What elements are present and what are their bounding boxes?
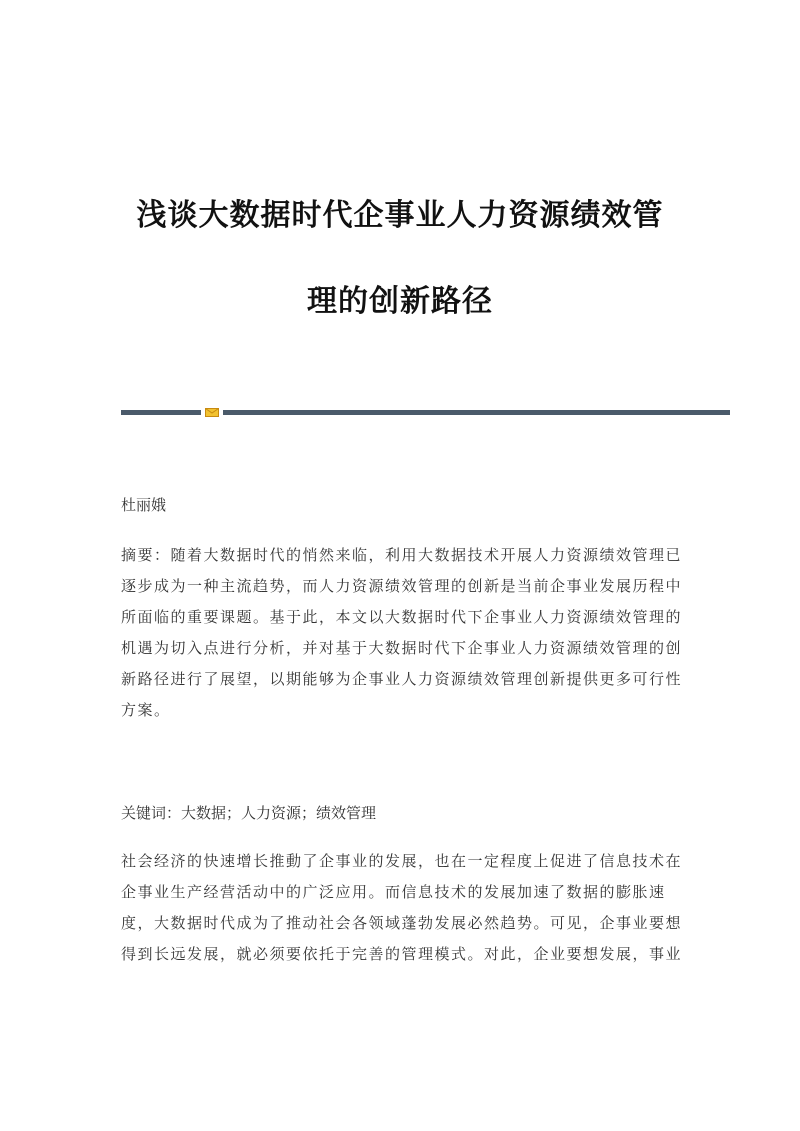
body-line: 企事业生产经营活动中的广泛应用。而信息技术的发展加速了数据的膨胀速 [121, 883, 666, 901]
abstract-line: 机遇为切入点进行分析，并对基于大数据时代下企事业人力资源绩效管理的创 [121, 639, 683, 657]
divider-bar-right [223, 410, 730, 415]
abstract-line: 新路径进行了展望，以期能够为企事业人力资源绩效管理创新提供更多可行性 [121, 670, 683, 688]
abstract-line: 逐步成为一种主流趋势，而人力资源绩效管理的创新是当前企事业发展历程中 [121, 577, 683, 595]
abstract-paragraph [121, 540, 683, 726]
body-line: 社会经济的快速增长推動了企事业的发展，也在一定程度上促进了信息技术在 [121, 852, 683, 870]
body-paragraph [121, 846, 683, 970]
document-title-line-2: 理的创新路径 [307, 284, 493, 319]
document-title-line-1: 浅谈大数据时代企事业人力资源绩效管 [136, 198, 664, 233]
abstract-line: 摘要：随着大数据时代的悄然来临，利用大数据技术开展人力资源绩效管理已 [121, 546, 683, 564]
envelope-icon [205, 408, 219, 417]
abstract-line: 所面临的重要课题。基于此，本文以大数据时代下企事业人力资源绩效管理的 [121, 608, 683, 626]
divider-bar-left [121, 410, 201, 415]
title-divider [121, 408, 730, 416]
author-name: 杜丽娥 [121, 496, 167, 514]
body-line: 度，大数据时代成为了推动社会各领域蓬勃发展必然趋势。可见，企事业要想 [121, 914, 683, 932]
body-line: 得到长远发展，就必须要依托于完善的管理模式。对此，企业要想发展，事业 [121, 945, 683, 963]
abstract-line: 方案。 [121, 701, 171, 719]
keywords-line: 关键词：大数据；人力资源；绩效管理 [121, 804, 377, 822]
